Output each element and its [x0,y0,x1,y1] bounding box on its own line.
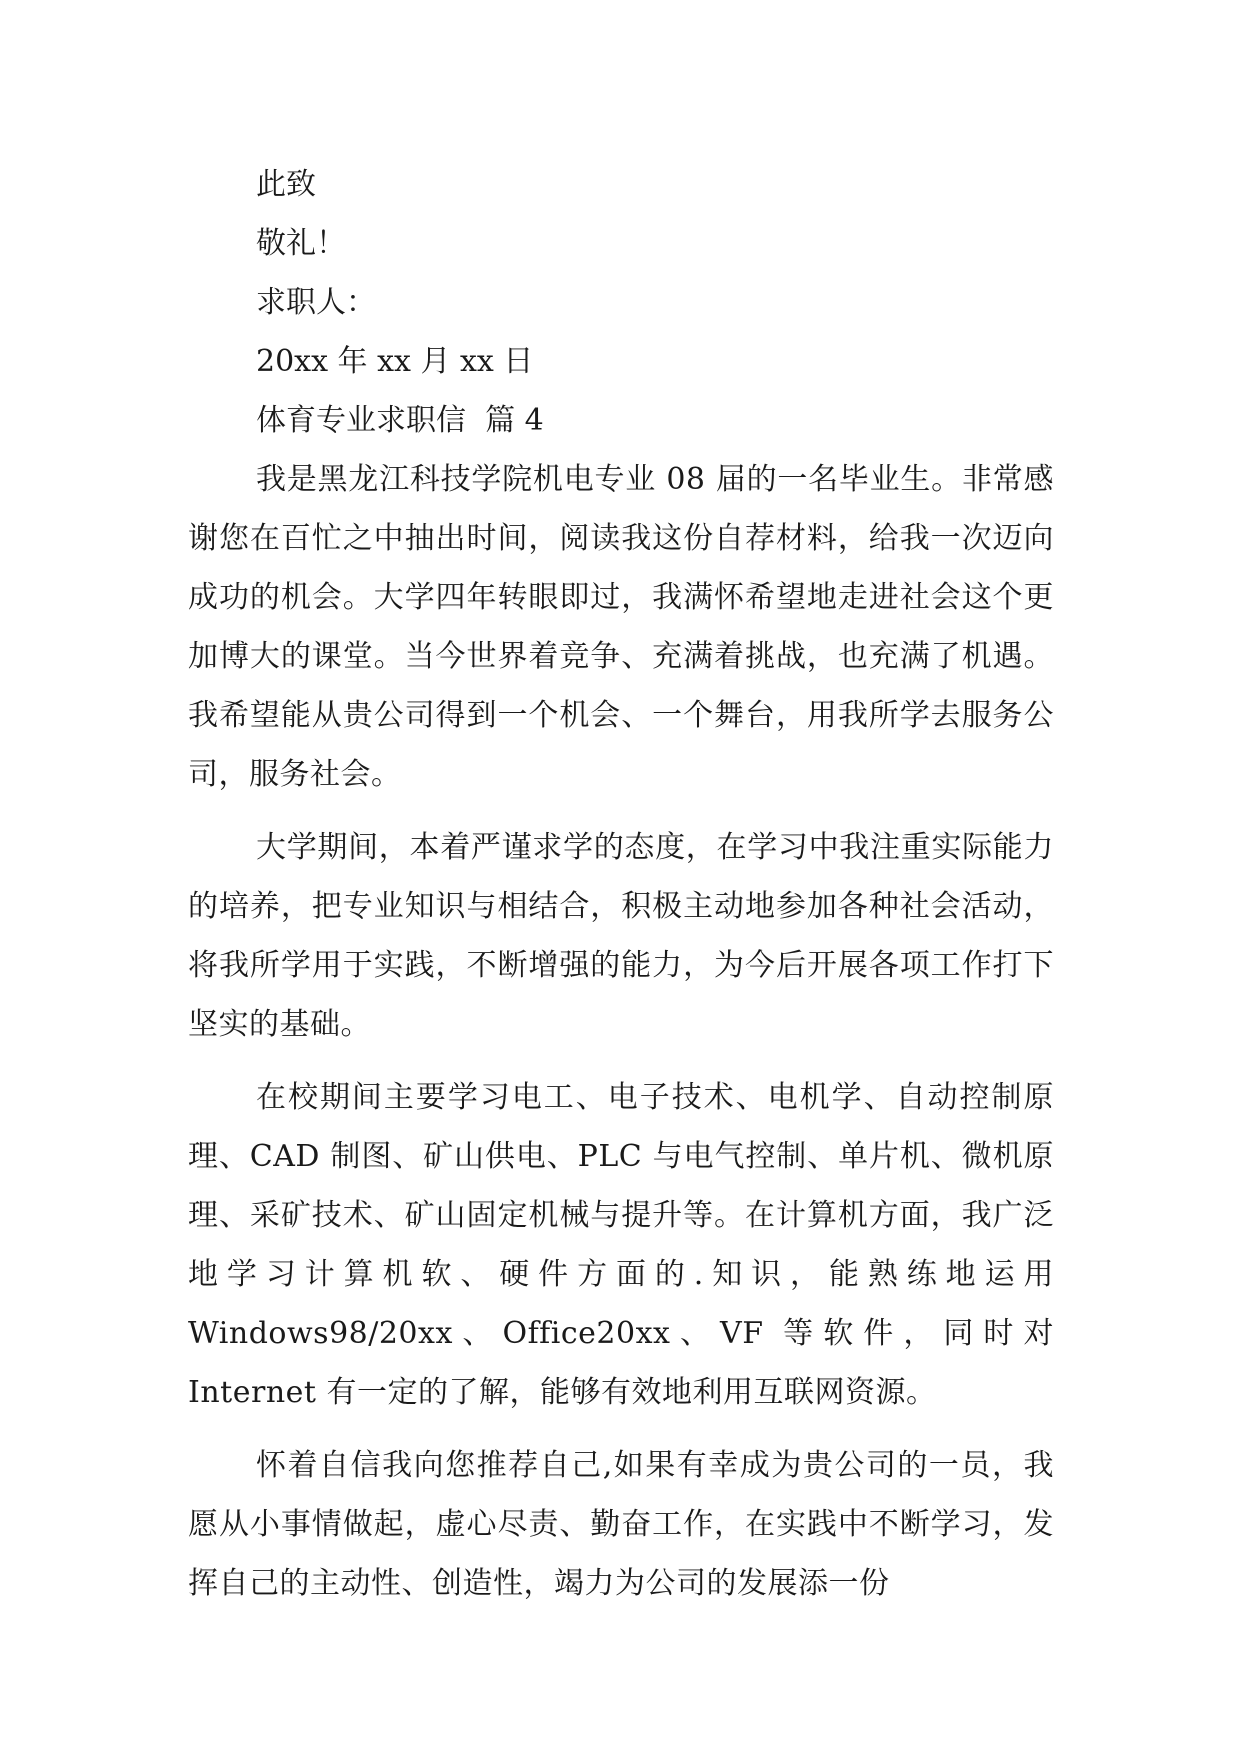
section-title: 体育专业求职信 篇 4 [256,403,544,438]
paragraph-2: 大学期间，本着严谨求学的态度，在学习中我注重实际能力的培养，把专业知识与相结合，积极主动地参加各种社会活动，将我所学用于实践，不断增强的能力，为今后开展各项工作打下坚实的基础。 [188,830,1054,1042]
closing-salutation-1: 此致 [256,167,316,202]
closing-salutation-2: 敬礼！ [256,226,346,261]
paragraph-4: 怀着自信我向您推荐自己,如果有幸成为贵公司的一员，我愿从小事情做起，虚心尽责、勤奋工作，在实践中不断学习，发挥自己的主动性、创造性，竭力为公司的发展添一份 [188,1448,1054,1601]
letter-date: 20xx 年 xx 月 xx 日 [256,344,534,379]
applicant-label: 求职人： [256,285,376,320]
paragraph-3: 在校期间主要学习电工、电子技术、电机学、自动控制原理、CAD 制图、矿山供电、PLC 与电气控制、单片机、微机原理、采矿技术、矿山固定机械与提升等。在计算机方面，我广泛地学习计算机软、硬件方面的.知识，能熟练地运用 Windows98/20xx、Office20xx、VF 等软件，同时对 Internet 有一定的了解，能够有效地利用互联网资源。 [188,1080,1054,1410]
paragraph-1: 我是黑龙江科技学院机电专业 08 届的一名毕业生。非常感谢您在百忙之中抽出时间，阅读我这份自荐材料，给我一次迈向成功的机会。大学四年转眼即过，我满怀希望地走进社会这个更加博大的课堂。当今世界着竞争、充满着挑战，也充满了机遇。我希望能从贵公司得到一个机会、一个舞台，用我所学去服务公司，服务社会。 [188,462,1054,792]
document-page [188,155,1054,1627]
